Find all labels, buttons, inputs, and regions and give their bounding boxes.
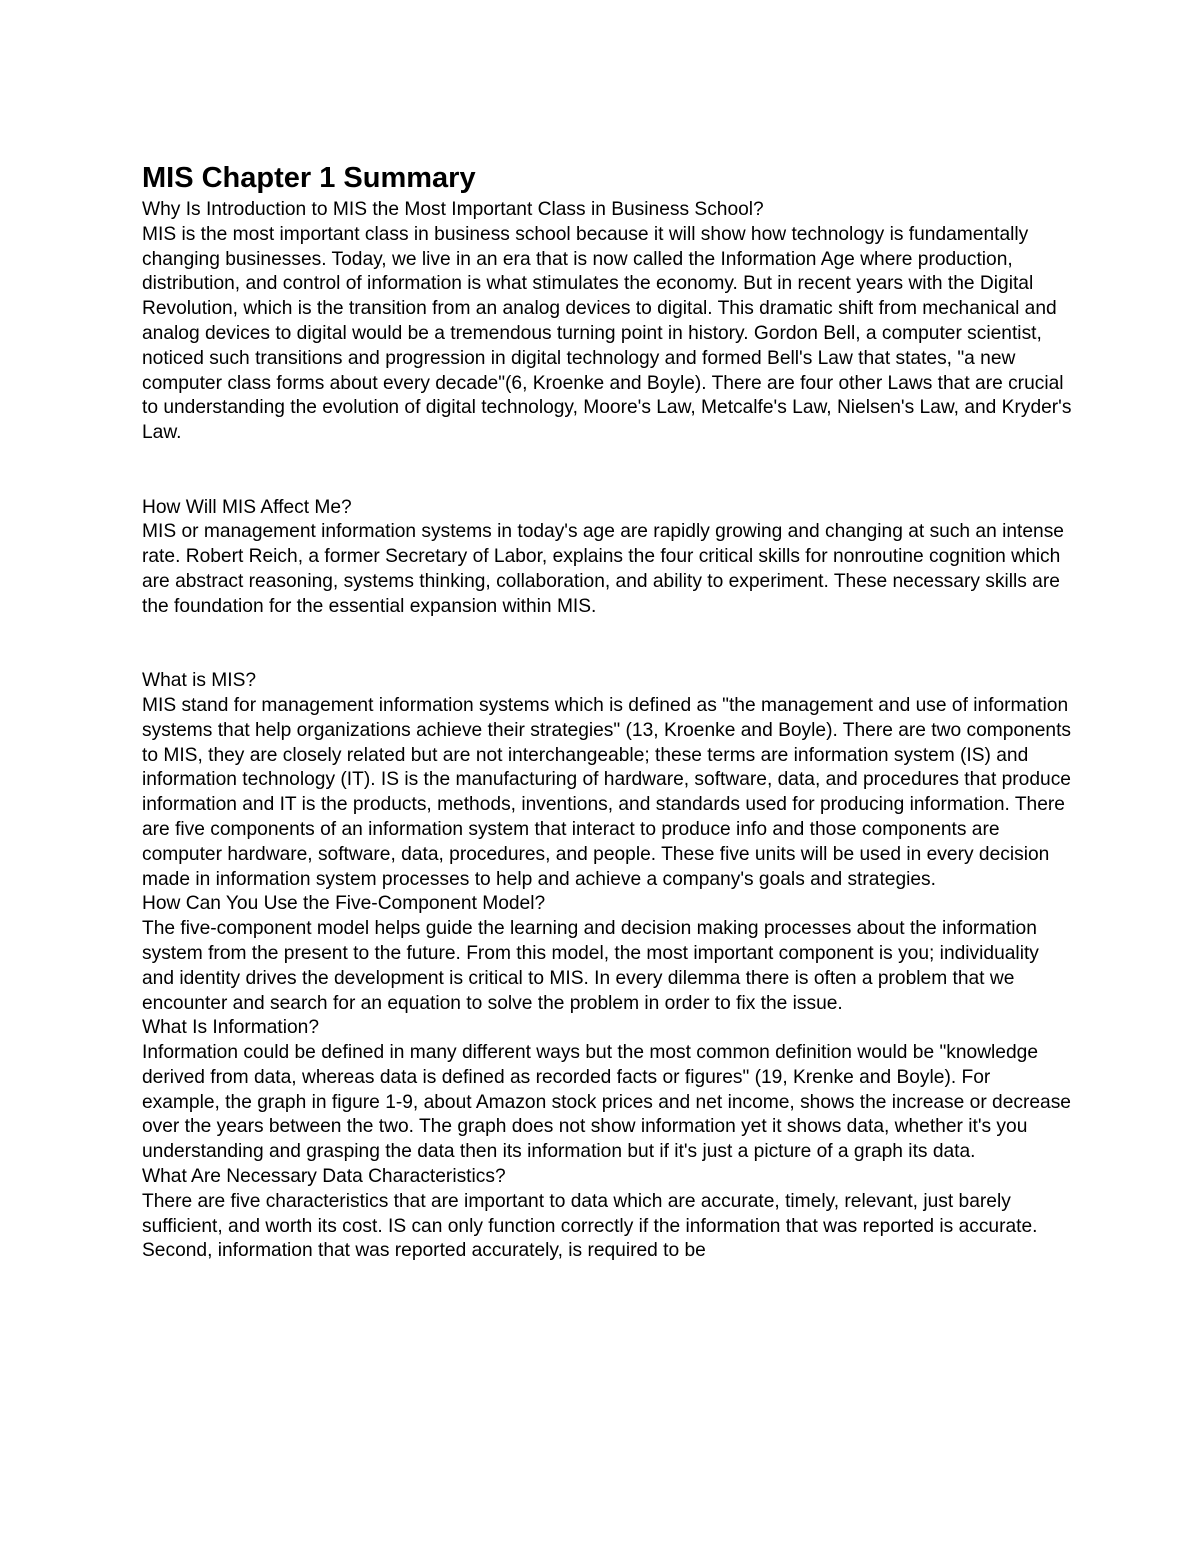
section-paragraph: MIS is the most important class in business school because it will show how technology is fundamentally changing businesses. Today, we live in an era that is now called the Information Age where production, distribution, and control of information is what stimulates the economy. But in recent years with the Digital Revolution, which is the transition from an analog devices to digital. This dramatic shift from mechanical and analog devices to digital would be a tremendous turning point in history. Gordon Bell, a computer scientist, noticed such transitions and progression in digital technology and formed Bell's Law that states, "a new computer class forms about every decade"(6, Kroenke and Boyle). There are four other Laws that are crucial to understanding the evolution of digital technology, Moore's Law, Metcalfe's Law, Nielsen's Law, and Kryder's Law. bbox=[142, 223, 1072, 444]
section-paragraph: Information could be defined in many different ways but the most common definition would be "knowledge derived from data, whereas data is defined as recorded facts or figures" (19, Krenke and Boyle). For example, the graph in figure 1-9, about Amazon stock prices and net income, shows the increase or decrease over the years between the two. The graph does not show information yet it shows data, whether it's you understanding and grasping the data then its information but if it's just a picture of a graph its data. bbox=[142, 1042, 1071, 1163]
section-paragraph: MIS or management information systems in today's age are rapidly growing and changing at such an intense rate. Robert Reich, a former Secretary of Labor, explains the four critical skills for nonroutine cognition which are abstract reasoning, systems thinking, collaboration, and ability to experiment. These necessary skills are the foundation for the essential expansion within MIS. bbox=[142, 521, 1064, 617]
section-paragraph: There are five characteristics that are important to data which are accurate, timely, relevant, just barely sufficient, and worth its cost. IS can only function correctly if the information that was reported is accurate. Second, information that was reported accurately, is required to be bbox=[142, 1190, 1038, 1262]
blank-space bbox=[142, 620, 1072, 670]
section-heading: How Will MIS Affect Me? bbox=[142, 496, 352, 518]
section-paragraph: The five-component model helps guide the learning and decision making processes about the information system from the present to the future. From this model, the most important component is you; individuality and identity drives the development is critical to MIS. In every dilemma there is often a problem that we encounter and search for an equation to solve the problem in order to fix the issue. bbox=[142, 918, 1039, 1014]
document-title: MIS Chapter 1 Summary bbox=[142, 162, 476, 194]
section-heading: How Can You Use the Five-Component Model? bbox=[142, 893, 546, 915]
document-page bbox=[142, 158, 1072, 1264]
blank-space bbox=[142, 446, 1072, 496]
section-heading: Why Is Introduction to MIS the Most Important Class in Business School? bbox=[142, 199, 764, 220]
section-heading: What Are Necessary Data Characteristics? bbox=[142, 1166, 506, 1188]
section-heading: What is MIS? bbox=[142, 670, 257, 692]
section-heading: What Is Information? bbox=[142, 1017, 320, 1039]
section-paragraph: MIS stand for management information systems which is defined as "the management and use of information systems that help organizations achieve their strategies" (13, Kroenke and Boyle). There are two components to MIS, they are closely related but are not interchangeable; these terms are information system (IS) and information technology (IT). IS is the manufacturing of hardware, software, data, and procedures that produce information and IT is the products, methods, inventions, and standards used for producing information. There are five components of an information system that interact to produce info and those components are computer hardware, software, data, procedures, and people. These five units will be used in every decision made in information system processes to help and achieve a company's goals and strategies. bbox=[142, 694, 1072, 890]
